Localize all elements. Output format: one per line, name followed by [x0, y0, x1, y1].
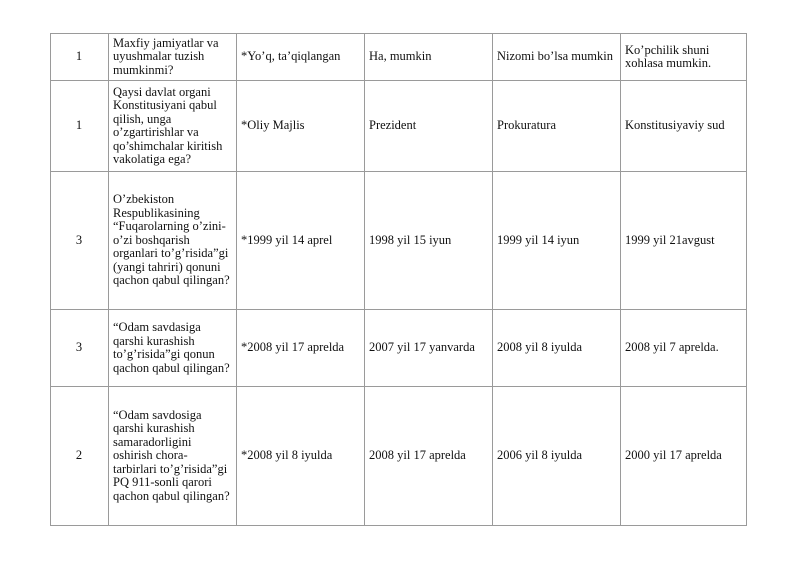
table-row	[51, 310, 747, 387]
answer-correct: *2008 yil 17 aprelda	[237, 310, 365, 387]
question-text: Maxfiy jamiyatlar va uyushmalar tuzish mumkinmi?	[109, 34, 237, 81]
test-questions-table	[50, 33, 747, 526]
table-row	[51, 172, 747, 310]
answer-option: Konstitusiyaviy sud	[621, 81, 747, 172]
answer-option: 2008 yil 17 aprelda	[365, 387, 493, 526]
answer-option: Prezident	[365, 81, 493, 172]
question-number: 1	[51, 34, 109, 81]
question-text: “Odam savdosiga qarshi kurashish samaradorligini oshirish chora-tarbirlari to’g’risida”gi PQ 911-sonli qarori qachon qabul qilingan?	[109, 387, 237, 526]
table-row	[51, 34, 747, 81]
table-row	[51, 81, 747, 172]
question-text: O’zbekiston Respublikasining “Fuqarolarning o’zini-o’zi boshqarish organlari to’g’risida”gi (yangi tahriri) qonuni qachon qabul qilingan?	[109, 172, 237, 310]
answer-option: Ko’pchilik shuni xohlasa mumkin.	[621, 34, 747, 81]
question-number: 3	[51, 172, 109, 310]
answer-option: Prokuratura	[493, 81, 621, 172]
answer-option: 1999 yil 14 iyun	[493, 172, 621, 310]
answer-option: 2007 yil 17 yanvarda	[365, 310, 493, 387]
answer-option: Nizomi bo’lsa mumkin	[493, 34, 621, 81]
answer-correct: *2008 yil 8 iyulda	[237, 387, 365, 526]
answer-option: 2000 yil 17 aprelda	[621, 387, 747, 526]
answer-correct: *Yo’q, ta’qiqlangan	[237, 34, 365, 81]
question-number: 3	[51, 310, 109, 387]
question-text: “Odam savdasiga qarshi kurashish to’g’risida”gi qonun qachon qabul qilingan?	[109, 310, 237, 387]
question-number: 2	[51, 387, 109, 526]
answer-option: 2006 yil 8 iyulda	[493, 387, 621, 526]
answer-correct: *Oliy Majlis	[237, 81, 365, 172]
answer-option: 1998 yil 15 iyun	[365, 172, 493, 310]
answer-option: Ha, mumkin	[365, 34, 493, 81]
question-number: 1	[51, 81, 109, 172]
answer-option: 2008 yil 7 aprelda.	[621, 310, 747, 387]
document-page	[50, 33, 747, 526]
answer-option: 2008 yil 8 iyulda	[493, 310, 621, 387]
answer-option: 1999 yil 21avgust	[621, 172, 747, 310]
table-row	[51, 387, 747, 526]
question-text: Qaysi davlat organi Konstitusiyani qabul qilish, unga o’zgartirishlar va qo’shimchalar kiritish vakolatiga ega?	[109, 81, 237, 172]
answer-correct: *1999 yil 14 aprel	[237, 172, 365, 310]
